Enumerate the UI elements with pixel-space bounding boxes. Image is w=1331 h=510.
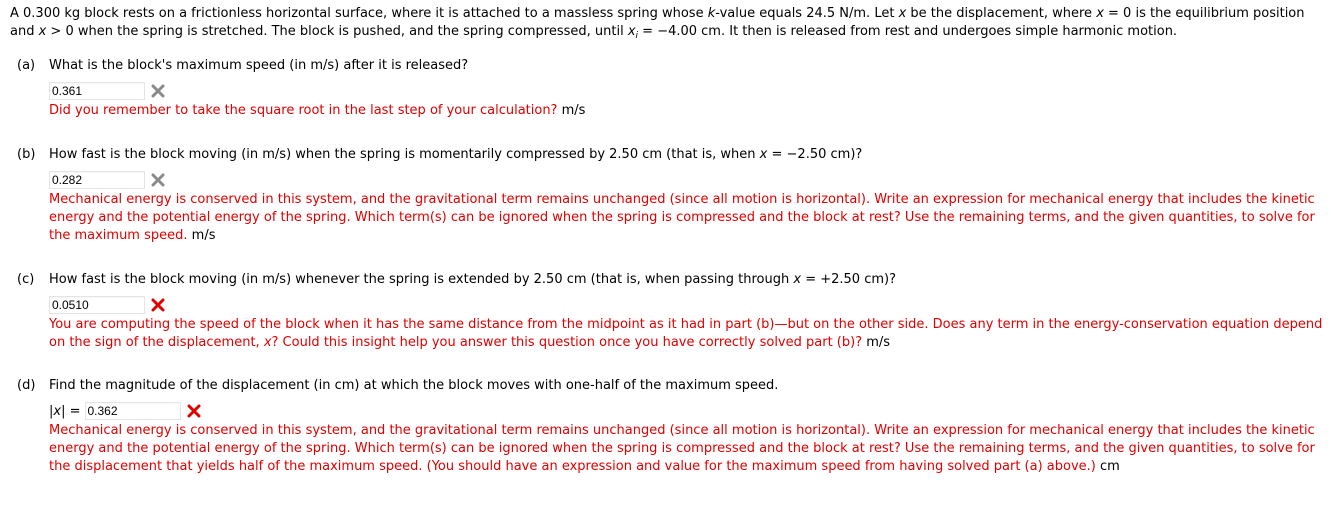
unit-label: m/s bbox=[561, 103, 586, 118]
part-label: (a) bbox=[17, 58, 36, 73]
answer-input[interactable] bbox=[85, 402, 181, 420]
unit-label: m/s bbox=[191, 228, 216, 243]
part-label: (c) bbox=[17, 272, 35, 287]
answer-input[interactable] bbox=[49, 82, 145, 100]
question-text: What is the block's maximum speed (in m/s) after it is released? bbox=[49, 58, 469, 73]
question-text: Find the magnitude of the displacement (in cm) at which the block moves with one-half of the maximum speed. bbox=[49, 378, 779, 393]
unit-label: m/s bbox=[866, 335, 891, 350]
part-label: (b) bbox=[17, 147, 36, 162]
answer-input[interactable] bbox=[49, 171, 145, 189]
answer-input[interactable] bbox=[49, 296, 145, 314]
unit-label: cm bbox=[1100, 459, 1120, 474]
feedback-text: Did you remember to take the square root in the last step of your calculation? m/s bbox=[49, 103, 586, 118]
problem-statement: A 0.300 kg block rests on a frictionless horizontal surface, where it is attached to a massless spring whose k-value equals 24.5 N/m. Let x be the displacement, where x = 0 is the equilibrium position and x > 0 when the spring is stretched. The block is pushed, and the spring compressed, until $x_i = -4.00$ cm. It then is released from rest and undergoes simple harmonic motion. bbox=[10, 6, 1305, 41]
feedback-text: You are computing the speed of the block when it has the same distance from the midpoint as it had in part (b)—but on the other side. Does any term in the energy-conservation equation depend on the sign of the displacement, x? Could this insight help you answer this question once you have correctly solved part (b)? m/s bbox=[49, 317, 1323, 350]
part-c bbox=[10, 271, 1331, 352]
incorrect-x-icon bbox=[151, 84, 165, 98]
part-a bbox=[10, 57, 1331, 120]
part-label: (d) bbox=[17, 378, 36, 393]
part-b bbox=[10, 146, 1331, 245]
incorrect-x-icon bbox=[151, 298, 165, 312]
feedback-text: Mechanical energy is conserved in this system, and the gravitational term remains unchanged (since all motion is horizontal). Write an expression for mechanical energy that includes the kinetic energy and the potential energy of the spring. Which term(s) can be ignored when the spring is compressed and the block at rest? Use the remaining terms, and the given quantities, to solve for the maximum speed. m/s bbox=[49, 192, 1315, 243]
question-text: How fast is the block moving (in m/s) when the spring is momentarily compressed by 2.50 cm (that is, when x = −2.50 cm)? bbox=[49, 147, 863, 162]
incorrect-x-icon bbox=[187, 404, 201, 418]
question-text: How fast is the block moving (in m/s) whenever the spring is extended by 2.50 cm (that is, when passing through x = +2.50 cm)? bbox=[49, 272, 896, 287]
part-d bbox=[10, 377, 1331, 476]
feedback-text: Mechanical energy is conserved in this system, and the gravitational term remains unchanged (since all motion is horizontal). Write an expression for mechanical energy that includes the kinetic energy and the potential energy of the spring. Which term(s) can be ignored when the spring is compressed and the block at rest? Use the remaining terms, and the given quantities, to solve for the displacement that yields half of the maximum speed. (You should have an expression and value for the maximum speed from having solved part (a) above.) cm bbox=[49, 423, 1315, 474]
incorrect-x-icon bbox=[151, 173, 165, 187]
abs-x-label: |x| = bbox=[49, 403, 81, 419]
